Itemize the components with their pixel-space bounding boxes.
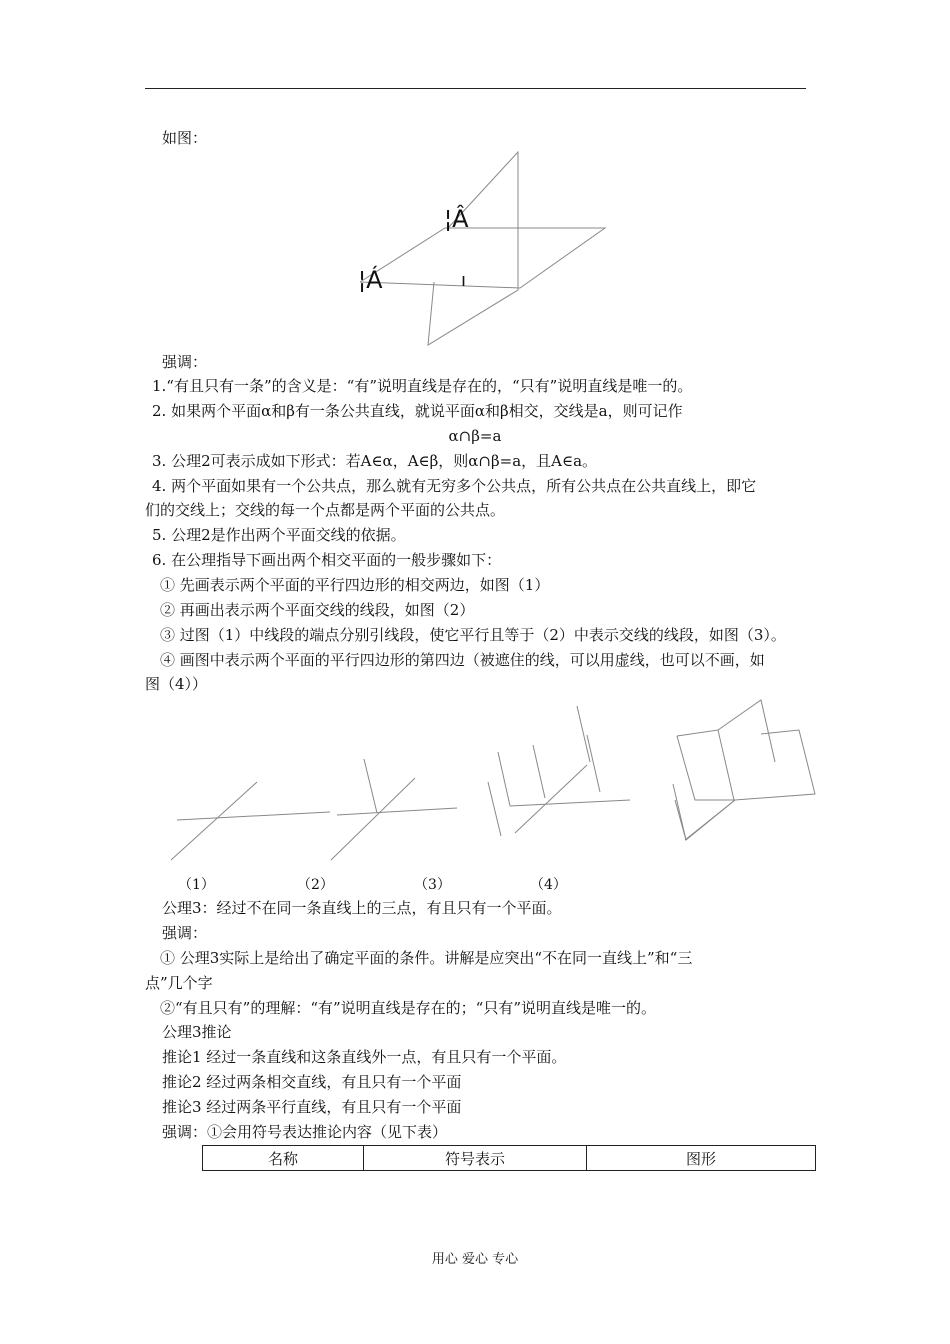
label-intersection-a: ı [461, 270, 467, 291]
plane-alpha-outline [360, 228, 605, 288]
label-beta: ¦Â [444, 205, 469, 233]
step-item: ① 先画表示两个平面的平行四边形的相交两边，如图（1） [160, 576, 550, 594]
emphasis1-item: 1.“有且只有一条”的含义是：“有”说明直线是存在的，“只有”说明直线是唯一的。 [152, 377, 693, 395]
emphasis1-item: 们的交线上；交线的每一个点都是两个平面的公共点。 [145, 501, 506, 519]
page-footer: 用心 爱心 专心 [431, 1252, 519, 1267]
emphasis1-heading: 强调： [162, 353, 208, 371]
step2-figure [331, 759, 457, 860]
step-item: ② 再画出表示两个平面交线的线段，如图（2） [160, 601, 475, 619]
emphasis1-item: 5. 公理2是作出两个平面交线的依据。 [152, 526, 406, 544]
step-item: ④ 画图中表示两个平面的平行四边形的第四边（被遮住的线，可以用虚线，也可以不画，如 [160, 651, 765, 669]
caption-4: （4） [530, 877, 567, 893]
emphasis2-heading: 强调： [162, 924, 208, 942]
header-figure: 图形 [587, 1146, 816, 1171]
step1-figure [171, 782, 330, 860]
header-symbol: 符号表示 [364, 1146, 587, 1171]
header-name: 名称 [203, 1146, 364, 1171]
emphasis2-item: 点”几个字 [145, 974, 213, 992]
step-figures [165, 700, 825, 870]
step4-figure [673, 700, 815, 840]
corollary-item: 推论2 经过两条相交直线，有且只有一个平面 [162, 1073, 462, 1091]
header-rule [145, 88, 806, 89]
caption-1: （1） [178, 877, 215, 893]
formula-line: α∩β=a [448, 427, 502, 445]
corollary-item: 推论1 经过一条直线和这条直线外一点，有且只有一个平面。 [162, 1048, 567, 1066]
corollary-item: 推论3 经过两条平行直线，有且只有一个平面 [162, 1098, 462, 1116]
corollaries-heading: 公理3推论 [162, 1023, 232, 1041]
intersecting-planes-figure [340, 150, 620, 350]
caption-3: （3） [414, 877, 451, 893]
corollaries-note: 强调：①会用符号表达推论内容（见下表） [162, 1123, 448, 1141]
intro-text: 如图： [162, 129, 208, 147]
table-header-row [203, 1146, 816, 1171]
emphasis2-item: ① 公理3实际上是给出了确定平面的条件。讲解是应突出“不在同一直线上”和“三 [160, 949, 693, 967]
emphasis1-item: 3. 公理2可表示成如下形式：若A∈α，A∈β，则α∩β=a，且A∈a。 [152, 452, 598, 470]
corollary-table [202, 1145, 816, 1171]
emphasis1-item: 6. 在公理指导下画出两个相交平面的一般步骤如下： [152, 551, 502, 569]
emphasis2-item: ②“有且只有”的理解：“有”说明直线是存在的；“只有”说明直线是唯一的。 [160, 999, 657, 1017]
plane-beta-outline [428, 152, 518, 345]
caption-2: （2） [297, 877, 334, 893]
axiom3-text: 公理3：经过不在同一条直线上的三点，有且只有一个平面。 [162, 899, 562, 917]
step3-figure [488, 706, 630, 836]
emphasis1-item: 2. 如果两个平面α和β有一条公共直线，就说平面α和β相交，交线是a，则可记作 [152, 402, 683, 420]
emphasis1-item: 4. 两个平面如果有一个公共点，那么就有无穷多个公共点，所有公共点在公共直线上，即它 [152, 477, 757, 495]
label-alpha: ¦Á [358, 266, 383, 294]
step-item: ③ 过图（1）中线段的端点分别引线段，使它平行且等于（2）中表示交线的线段，如图（3）。 [160, 626, 786, 644]
step-item: 图（4）） [145, 675, 208, 693]
